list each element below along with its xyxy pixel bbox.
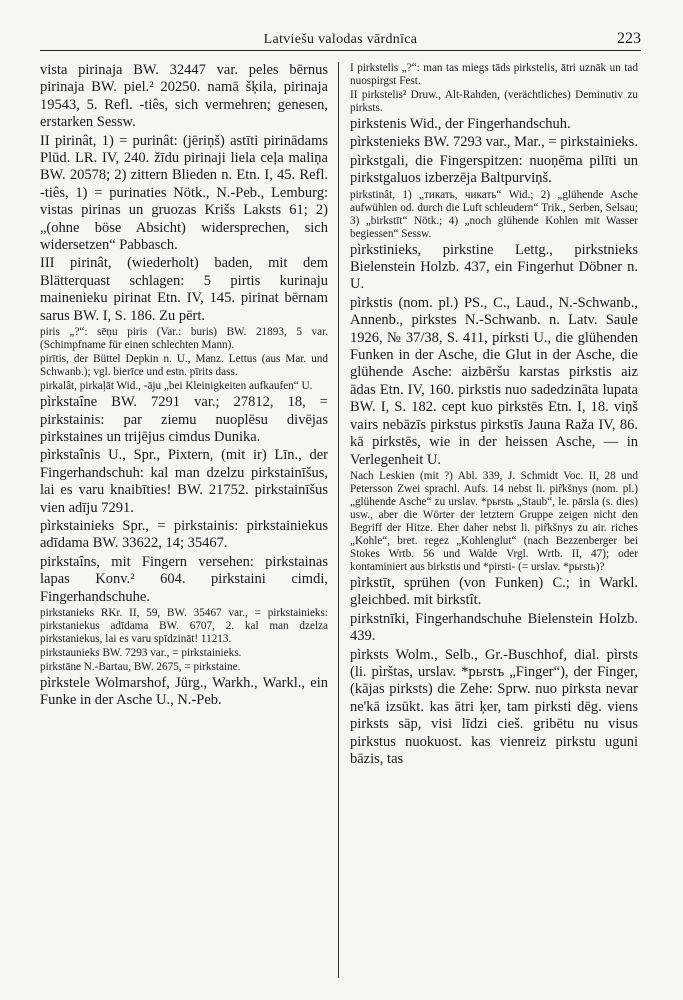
dictionary-entry: pìrkstenieks BW. 7293 var., Mar., = pirkstainieks. [350,134,638,151]
dictionary-entry: vista pirinaja BW. 32447 var. peles bērnus pirinaja BW. piel.² 20250. namā šķila, pirinaja 19543, 5. Refl. -tiês, sich vermehren; genesen, erstarken Sessw. [40,62,328,131]
page-number: 223 [617,30,641,47]
dictionary-entry: pìrkstele Wolmarshof, Jürg., Warkh., Warkl., ein Funke in der Asche U., N.-Peb. [40,674,328,709]
dictionary-entry: pìrksts Wolm., Selb., Gr.-Buschhof, dial. pìrsts (li. pìrštas, urslav. *pьrstъ „Finger“), der Finger, (kājas pirksts) die Zehe: Sprw. nuo pirksta nevar ne'kā izsūkt. kas ātri ķer, tam pirksti dēg. viens pirksts sāp, visi līdzi cieš. gribētu nu visus pirkstus nuokuost. kas vienreiz pirkstu uguni bāzis, tas [350,646,638,767]
dictionary-entry: II pirinât, 1) = purinât: (jēriņš) astīti pirinādams Plūd. LR. IV, 240. žīdu pirinaji liela ceļa maliņa BW. 20578; 2) zittern Blieden n. Etn. I, 45. Refl. -tiês, 1) = purinaties Nötk., N.-Peb., Lemburg: vistas pirinas un gruozas Krišs Laksts 61; 2) „(ohne böse Absicht) widersprechen, sich widersetzen“ Pabbasch. [40,132,328,254]
dictionary-entry: pirkstanieks RKr. II, 59, BW. 35467 var., = pirkstainieks: pirkstaniekus adīdama BW. 6707, 2. kal man dzelza pirkstaniekus, lai es varu spīdzināt! 11213. [40,606,328,645]
dictionary-entry: piris „?“: sēņu piris (Var.: buris) BW. 21893, 5 var. (Schimpfname für einen schlechten Mann). [40,326,328,352]
dictionary-entry: pìrkstīt, sprühen (von Funken) C.; in Warkl. gleichbed. mit birkstît. [350,574,638,609]
page-header [40,30,641,51]
left-column [40,62,328,980]
dictionary-entry: pìrkstaînis U., Spr., Pixtern, (mit ir) Līn., der Fingerhandschuh: kal man dzelzu pirkstainīšus, lai es varu knaibīties! BW. 21752. pirkstainīšus vien adīju 7291. [40,447,328,516]
dictionary-entry: pìrkstaîne BW. 7291 var.; 27812, 18, = pirkstainis: par ziemu nuoplēsu divējas pirkstaines un trijējus cimdus Dunika. [40,394,328,445]
right-column [350,62,638,980]
dictionary-entry: III pirinât, (wiederholt) baden, mit dem Blätterquast schlagen: 5 pirtis kurinaju mainenieku pirinat Etn. IV, 145. pirinat bērnam sarus BW. I, S. 186. Zu pērt. [40,255,328,324]
dictionary-entry: pirkstaîns, mit Fingern versehen: pirkstainas lapas Konv.² 604. pirkstaini cimdi, Fingerhandschuhe. [40,553,328,605]
dictionary-entry: pirkalât, pirkaļāt Wid., -āju „bei Kleinigkeiten aufkaufen“ U. [40,380,313,393]
dictionary-entry: Nach Leskien (mit ?) Abl. 339, J. Schmidt Voc. II, 28 und Petersson Zwei sprachl. Aufs. 14 nebst li. pir̃kšnys (nom. pl.) „glühende Asche“ zu urslav. *pьrstь „Staub“, le. pārsla (s. dies) usw., aber die Wörter der letztern Gruppe zeigen nicht den Begriff der Hitze. Eher daher nebst li. pir̃kšnys zu air. riches „Kohle“, bret. regez „Kohlenglut“ (nach Bezzenberger bei Stokes Wrtb. 56 und Walde Vrgl. Wrtb. II, 47); oder kontaminiert aus birkstis und *pirsti- (= urslav. *pьrstь)? [350,469,638,573]
running-title: Latviešu valodas vārdnīca [263,32,418,47]
dictionary-entry: II pirkstelis² Druw., Alt-Rahden, (verächtliches) Deminutiv zu pirksts. [350,89,638,114]
column-divider [338,62,339,978]
dictionary-entry: pìrkstgali, die Fingerspitzen: nuoņēma pilīti un pirkstgaluos izberzēja Baltpurviņš. [350,152,638,187]
dictionary-entry: pirkstenis Wid., der Fingerhandschuh. [350,116,571,132]
dictionary-entry: pirkstinât, 1) „тикать, чикать“ Wid.; 2) „glühende Asche aufwühlen od. durch die Luft schleudern“ Trik., Serben, Selsau; 3) „birkstīt“ Nötk.; 4) „noch glühende Kohlen mit Wasser begiessen“ Sessw. [350,188,638,240]
dictionary-entry: pìrkstinieks, pirkstine Lettg., pirkstnieks Bielenstein Holzb. 437, ein Fingerhut Döbner n. U. [350,241,638,293]
dictionary-entry: pirītis, der Büttel Depkin n. U., Manz. Lettus (aus Mar. und Schwanb.); vgl. bierīce und estn. pīrits dass. [40,353,328,379]
dictionary-entry: pirkstnīki, Fingerhandschuhe Bielenstein Holzb. 439. [350,610,638,645]
dictionary-entry: pìrkstainieks Spr., = pirkstainis: pirkstainiekus adīdama BW. 33622, 14; 35467. [40,517,328,552]
dictionary-entry: pirkstaunieks BW. 7293 var., = pirkstainieks. [40,646,242,659]
dictionary-entry: I pirkstelis „?“: man tas miegs tāds pirkstelis, ātri uznāk un tad nuospirgst Fest. [350,62,638,87]
dictionary-entry: pìrkstis (nom. pl.) PS., C., Laud., N.-Schwanb., Annenb., pirkstes N.-Schwanb. n. Latv. Saule 1926, № 37/38, S. 411, pirksti U., die glühenden Funken in der Asche, die Glut in der Asche, die glühende Asche: aizbēršu karstas pirkstis aiz ādas Etn. IV, 160. pirkstis nuo sadedzināta lupata BW. I, S. 182. cept kuo pirkstēs Etn. I, 18. viņš vairs nebāzīs pirkstus pirkstīs Jauna Raža IV, 86. kā pirkstēs, wie in der heissen Asche, — in Verlegenheit U. [350,294,638,468]
dictionary-entry: pirkstāne N.-Bartau, BW. 2675, = pirkstaine. [40,660,241,673]
